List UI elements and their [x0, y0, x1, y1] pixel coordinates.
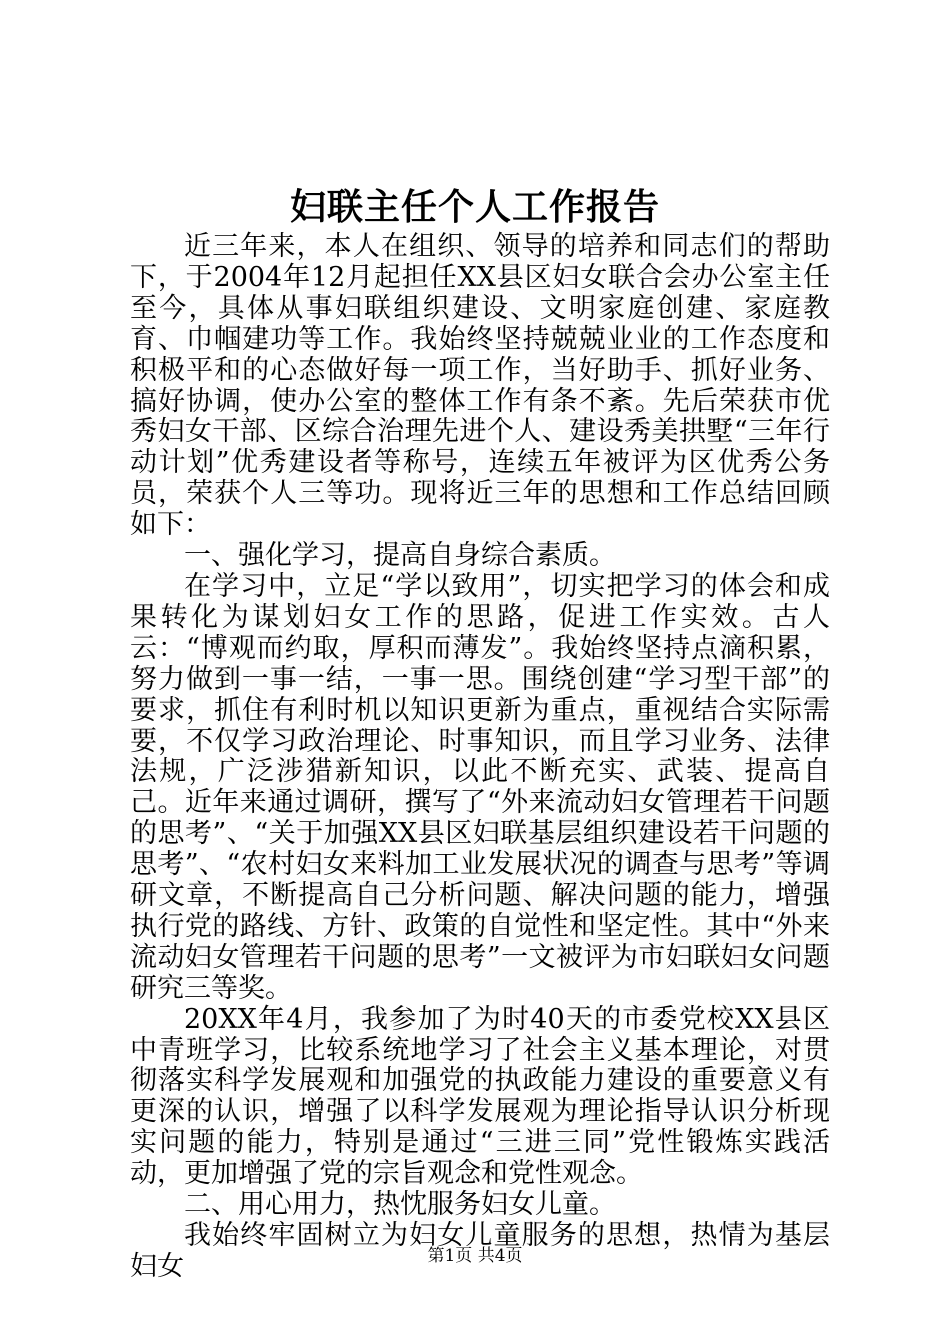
section-heading-1: 一、强化学习，提高自身综合素质。 — [184, 540, 616, 572]
document-title: 妇联主任个人工作报告 — [289, 186, 660, 228]
section-heading-2: 二、用心用力，热忱服务妇女儿童。 — [184, 1189, 616, 1221]
paragraph-party-school: 20XX年4月，我参加了为时40天的市委党校XX县区中青班学习，比较系统地学习了社会主义基本理论，对贯彻落实科学发展观和加强党的执政能力建设的重要意义有更深的认识，增强了以科学发展观为理论指导认识分析现实问题的能力，特别是通过“三进三同”党性锻炼实践活动，更加增强了党的宗旨观念和党性观念。 — [130, 1003, 830, 1190]
page-number-footer: 第1页 共4页 — [427, 1246, 523, 1266]
paragraph-service: 我始终牢固树立为妇女儿童服务的思想，热情为基层妇女 — [130, 1220, 830, 1282]
paragraph-study: 在学习中，立足“学以致用”，切实把学习的体会和成果转化为谋划妇女工作的思路，促进工作实效。古人云：“博观而约取，厚积而薄发”。我始终坚持点滴积累，努力做到一事一结，一事一思。围绕创建“学习型干部”的要求，抓住有利时机以知识更新为重点，重视结合实际需要，不仅学习政治理论、时事知识，而且学习业务、法律法规，广泛涉猎新知识，以此不断充实、武装、提高自己。近年来通过调研，撰写了“外来流动妇女管理若干问题的思考”、“关于加强XX县区妇联基层组织建设若干问题的思考”、“农村妇女来料加工业发展状况的调查与思考”等调研文章，不断提高自己分析问题、解决问题的能力，增强执行党的路线、方针、政策的自觉性和坚定性。其中“外来流动妇女管理若干问题的思考”一文被评为市妇联妇女问题研究三等奖。 — [130, 570, 830, 1004]
document-body — [130, 232, 830, 1283]
paragraph-intro: 近三年来，本人在组织、领导的培养和同志们的帮助下，于2004年12月起担任XX县区妇女联合会办公室主任至今，具体从事妇联组织建设、文明家庭创建、家庭教育、巾帼建功等工作。我始终坚持兢兢业业的工作态度和积极平和的心态做好每一项工作，当好助手、抓好业务、搞好协调，使办公室的整体工作有条不紊。先后荣获市优秀妇女干部、区综合治理先进个人、建设秀美拱墅“三年行动计划”优秀建设者等称号，连续五年被评为区优秀公务员，荣获个人三等功。现将近三年的思想和工作总结回顾如下： — [130, 231, 830, 541]
